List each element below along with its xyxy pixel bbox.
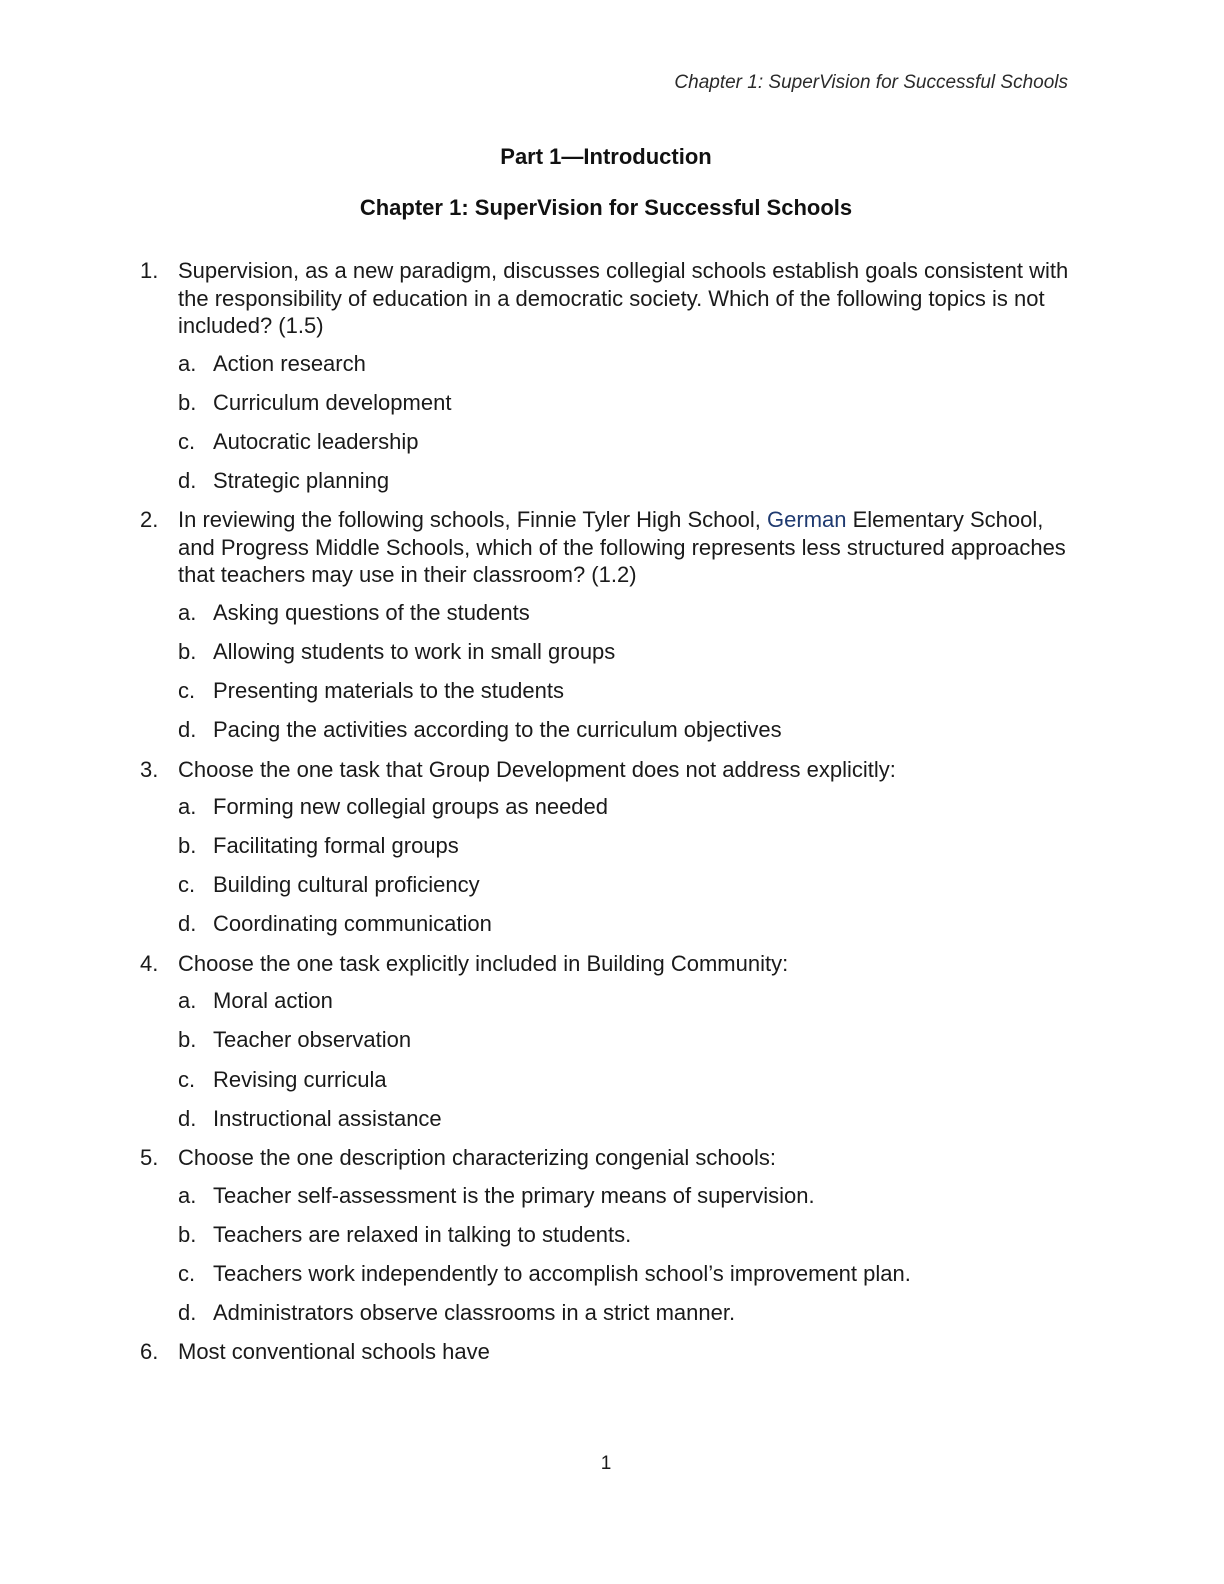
question-2	[140, 506, 1070, 743]
option-text: Revising curricula	[213, 1066, 387, 1092]
option	[140, 987, 1070, 1015]
option-list	[140, 1182, 1070, 1327]
option-text: Asking questions of the students	[213, 599, 530, 625]
option-text: Autocratic leadership	[213, 428, 419, 454]
option-text: Presenting materials to the students	[213, 677, 564, 703]
option	[140, 716, 1070, 744]
option-text: Teacher self-assessment is the primary means of supervision.	[213, 1182, 815, 1208]
option	[140, 1221, 1070, 1249]
option	[140, 677, 1070, 705]
option-letter: c.	[178, 1260, 196, 1286]
option	[140, 389, 1070, 417]
option	[140, 467, 1070, 495]
option	[140, 832, 1070, 860]
question-text-part: In reviewing the following schools, Finnie Tyler High School,	[178, 507, 768, 533]
option-letter: c.	[178, 677, 196, 703]
option-letter: b.	[178, 833, 197, 859]
question-number: 1.	[140, 258, 159, 283]
question-text: Supervision, as a new paradigm, discusses collegial schools establish goals consistent with the responsibility of education in a democratic society. Which of the following topics is not included? (1.5)	[178, 258, 1069, 338]
option	[140, 1105, 1070, 1133]
option	[140, 1026, 1070, 1054]
question-text	[178, 506, 1070, 589]
option-text: Teacher observation	[213, 1027, 412, 1053]
question-3	[140, 756, 1070, 938]
question-text: Choose the one task that Group Development does not address explicitly:	[178, 756, 896, 782]
option	[140, 793, 1070, 821]
question-4	[140, 950, 1070, 1132]
question-6	[140, 1338, 1070, 1366]
option-text: Teachers are relaxed in talking to students.	[213, 1221, 632, 1247]
option	[140, 638, 1070, 666]
option-text: Action research	[213, 350, 366, 376]
option-letter: a.	[178, 599, 197, 625]
option-text: Allowing students to work in small groups	[213, 638, 616, 664]
option-text: Instructional assistance	[213, 1105, 442, 1131]
option-letter: a.	[178, 794, 197, 820]
question-text: Choose the one description characterizing congenial schools:	[178, 1145, 777, 1171]
option-letter: c.	[178, 428, 196, 454]
option-text: Forming new collegial groups as needed	[213, 794, 609, 820]
option-letter: a.	[178, 350, 197, 376]
option-letter: d.	[178, 467, 197, 493]
option-letter: b.	[178, 1221, 197, 1247]
option-list	[140, 350, 1070, 495]
option-letter: a.	[178, 988, 197, 1014]
option-text: Strategic planning	[213, 467, 390, 493]
question-1	[140, 257, 1070, 494]
option-text: Moral action	[213, 988, 333, 1014]
option	[140, 1299, 1070, 1327]
option-text: Curriculum development	[213, 389, 452, 415]
option-letter: d.	[178, 717, 197, 743]
running-header: Chapter 1: SuperVision for Successful Schools	[674, 72, 1068, 93]
question-number: 5.	[140, 1145, 159, 1171]
option-letter: b.	[178, 389, 197, 415]
question-text: Most conventional schools have	[178, 1339, 490, 1365]
question-number: 6.	[140, 1339, 159, 1365]
option-letter: b.	[178, 1027, 197, 1053]
option	[140, 1182, 1070, 1210]
option-text: Building cultural proficiency	[213, 872, 480, 898]
question-list	[140, 257, 1070, 1378]
question-text-part: Elementary School, and Progress Middle Schools, which of the following represents less structured approaches that teachers may use in their classroom? (1.2)	[178, 507, 1066, 588]
question-number: 4.	[140, 950, 159, 976]
option	[140, 871, 1070, 899]
option-text: Coordinating communication	[213, 911, 492, 937]
option	[140, 1260, 1070, 1288]
option	[140, 350, 1070, 378]
option	[140, 910, 1070, 938]
option-list	[140, 987, 1070, 1132]
chapter-title: Chapter 1: SuperVision for Successful Schools	[359, 195, 853, 220]
option	[140, 428, 1070, 456]
option-list	[140, 793, 1070, 938]
school-name-link[interactable]: German	[767, 507, 847, 533]
option-letter: a.	[178, 1182, 197, 1208]
option-letter: b.	[178, 638, 197, 664]
option-letter: d.	[178, 1299, 197, 1325]
page-number: 1	[600, 1453, 612, 1474]
option-text: Facilitating formal groups	[213, 833, 459, 859]
option-text: Teachers work independently to accomplish school’s improvement plan.	[213, 1260, 911, 1286]
part-title: Part 1—Introduction	[500, 144, 712, 169]
option	[140, 599, 1070, 627]
option-letter: d.	[178, 1105, 197, 1131]
question-5	[140, 1144, 1070, 1326]
option-text: Pacing the activities according to the curriculum objectives	[213, 717, 782, 743]
question-number: 3.	[140, 756, 159, 782]
option	[140, 1066, 1070, 1094]
option-letter: c.	[178, 1066, 196, 1092]
option-letter: d.	[178, 911, 197, 937]
option-list	[140, 599, 1070, 744]
question-number: 2.	[140, 507, 159, 533]
question-text: Choose the one task explicitly included in Building Community:	[178, 950, 789, 976]
option-letter: c.	[178, 872, 196, 898]
option-text: Administrators observe classrooms in a strict manner.	[213, 1299, 736, 1325]
